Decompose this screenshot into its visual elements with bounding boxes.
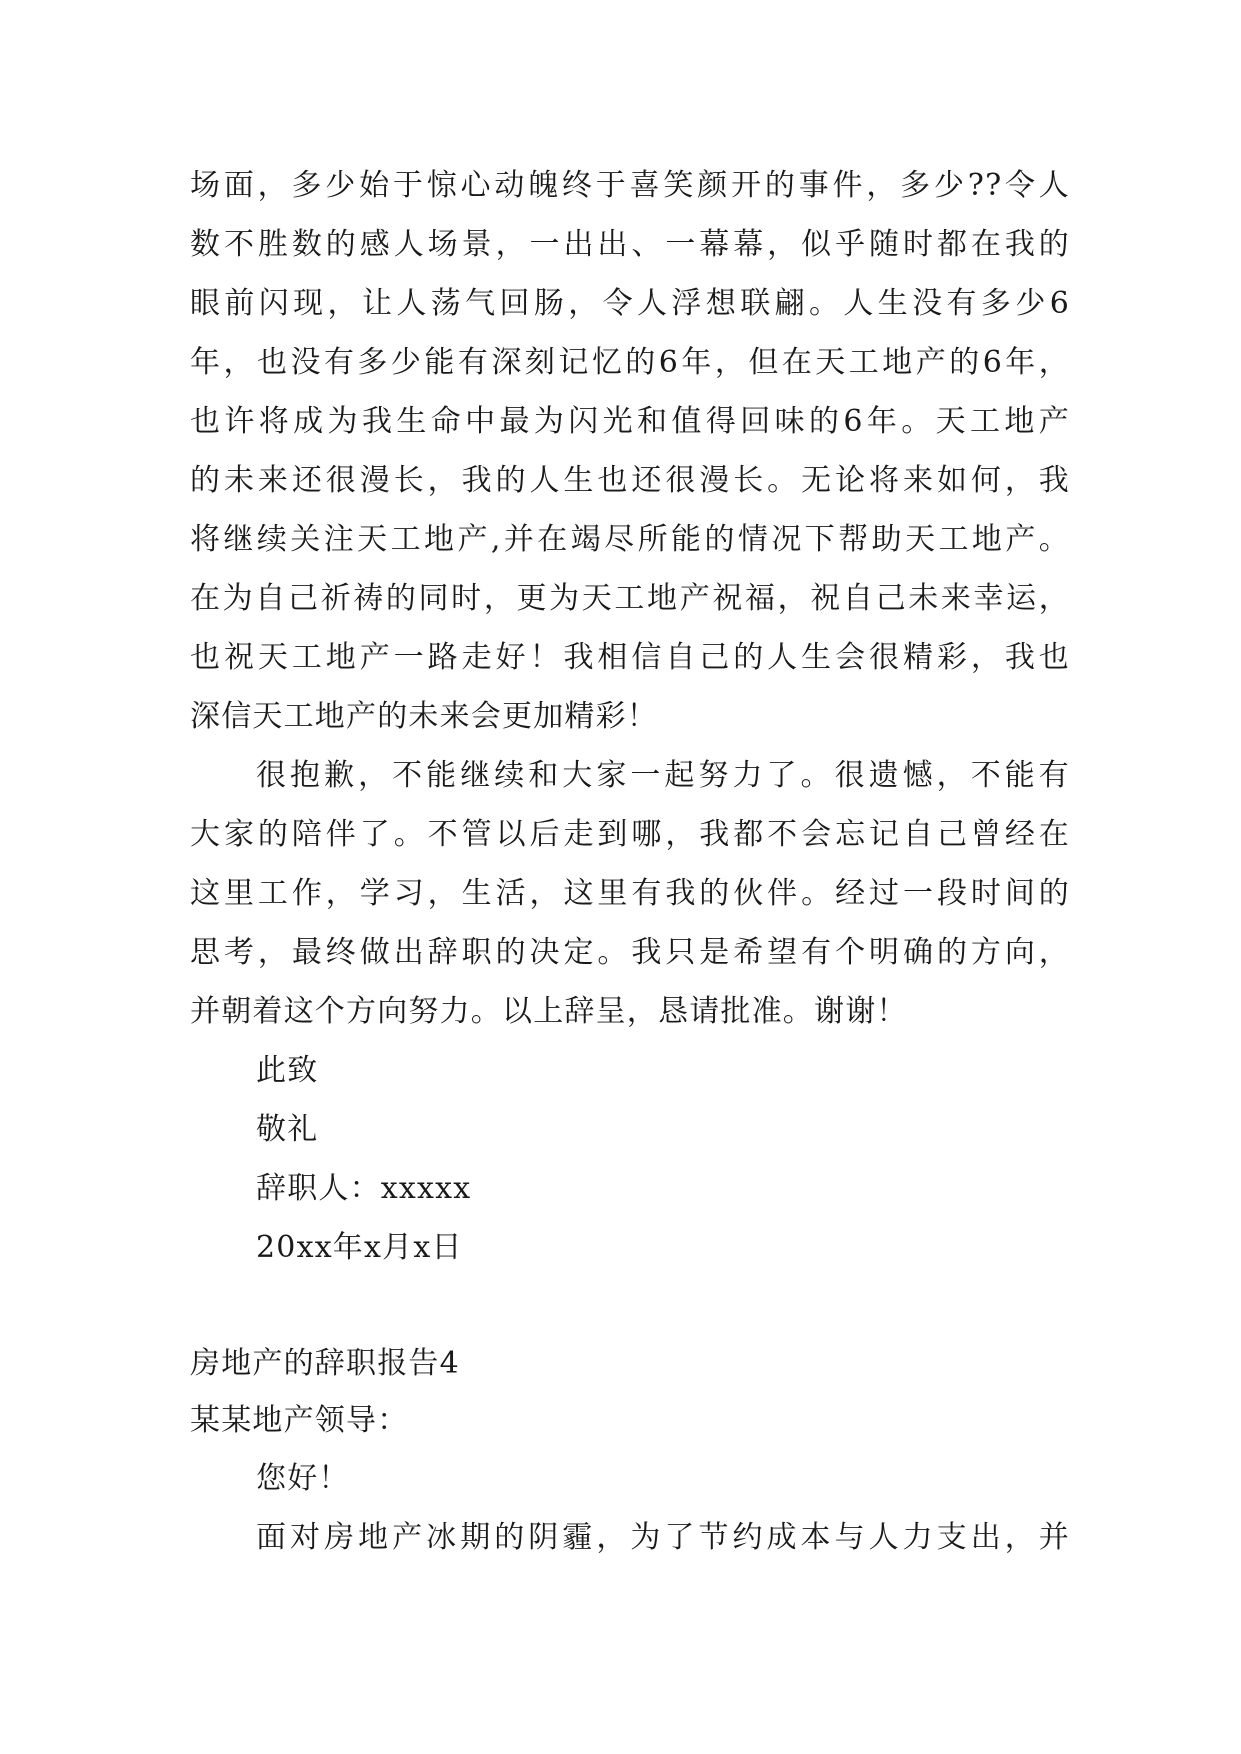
paragraph-line: 在为自己祈祷的同时，更为天工地产祝福，祝自己未来幸运，	[190, 581, 1070, 616]
paragraph-line: 也祝天工地产一路走好！我相信自己的人生会很精彩，我也	[190, 640, 1070, 675]
document-body	[190, 156, 1070, 1567]
closing-signer: 辞职人：xxxxx	[256, 1171, 472, 1206]
paragraph-line: 将继续关注天工地产,并在竭尽所能的情况下帮助天工地产。	[190, 522, 1070, 557]
closing-salutation: 此致	[256, 1053, 319, 1088]
paragraph-line: 思考，最终做出辞职的决定。我只是希望有个明确的方向，	[190, 935, 1070, 970]
section-gap	[190, 1277, 1070, 1335]
paragraph-line: 数不胜数的感人场景，一出出、一幕幕，似乎随时都在我的	[190, 227, 1070, 262]
paragraph-line: 大家的陪伴了。不管以后走到哪，我都不会忘记自己曾经在	[190, 817, 1070, 852]
paragraph-line: 眼前闪现，让人荡气回肠，令人浮想联翩。人生没有多少6	[190, 286, 1070, 321]
greeting: 您好！	[256, 1461, 350, 1496]
paragraph-line: 深信天工地产的未来会更加精彩！	[190, 699, 658, 734]
closing-regards: 敬礼	[256, 1112, 319, 1147]
paragraph-line: 的未来还很漫长，我的人生也还很漫长。无论将来如何，我	[190, 463, 1070, 498]
paragraph-line: 这里工作，学习，生活，这里有我的伙伴。经过一段时间的	[190, 876, 1070, 911]
section-title: 房地产的辞职报告4	[190, 1346, 460, 1381]
addressee: 某某地产领导：	[190, 1403, 409, 1438]
paragraph-line: 场面，多少始于惊心动魄终于喜笑颜开的事件，多少??令人	[190, 168, 1070, 203]
paragraph-line: 很抱歉，不能继续和大家一起努力了。很遗憾，不能有	[256, 758, 1070, 793]
closing-date: 20xx年x月x日	[256, 1230, 463, 1265]
paragraph-line: 也许将成为我生命中最为闪光和值得回味的6年。天工地产	[190, 404, 1070, 439]
paragraph-line: 面对房地产冰期的阴霾，为了节约成本与人力支出，并	[256, 1520, 1070, 1555]
paragraph-line: 年，也没有多少能有深刻记忆的6年，但在天工地产的6年，	[190, 345, 1070, 380]
paragraph-line: 并朝着这个方向努力。以上辞呈，恳请批准。谢谢！	[190, 994, 908, 1029]
